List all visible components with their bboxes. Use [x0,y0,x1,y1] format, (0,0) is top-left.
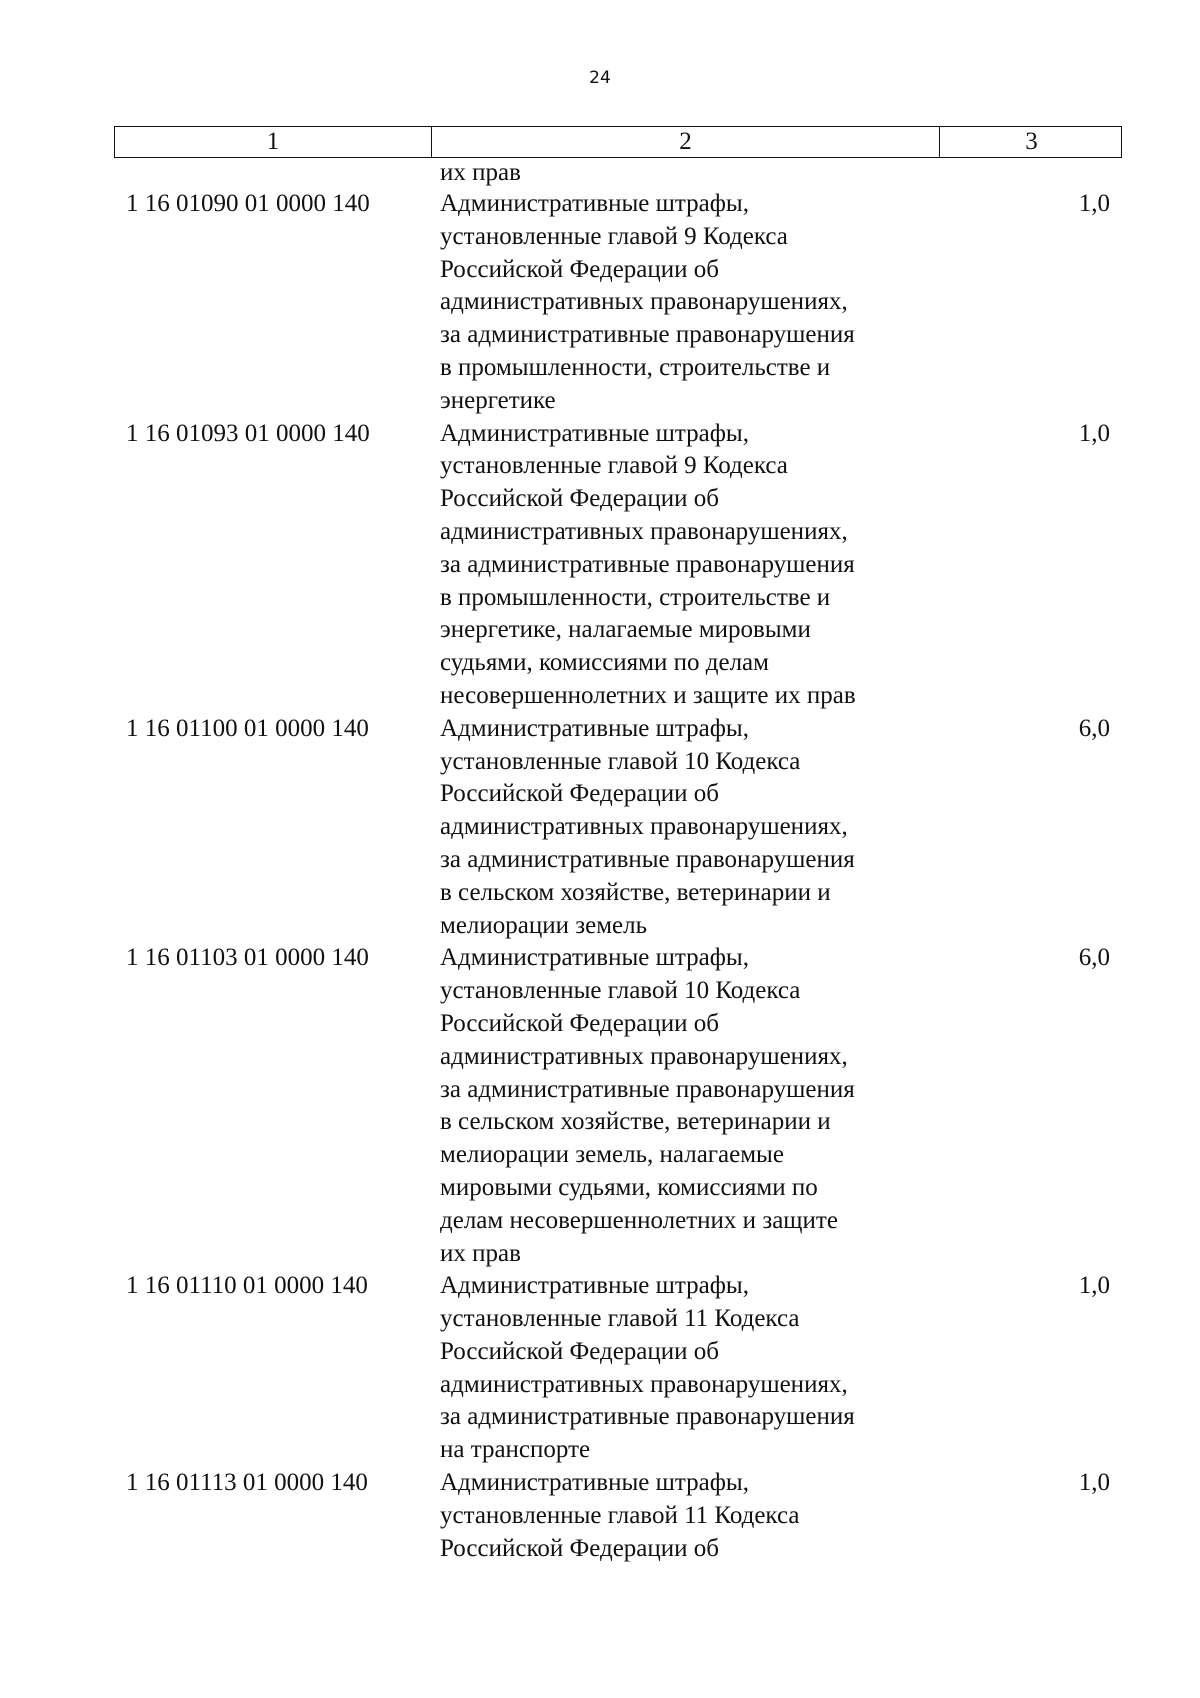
description-line: в промышленности, строительстве и [440,583,831,611]
description-line: Российской Федерации об [440,485,719,513]
description-line: установленные главой 10 Кодекса [440,977,801,1005]
revenue-description [430,1270,938,1467]
table-row [114,1270,1122,1467]
header-column-3: 3 [939,127,1123,157]
description-line: Российской Федерации об [440,1534,719,1562]
description-line: мелиорации земель, налагаемые [440,1141,784,1169]
description-line: их прав [440,1239,521,1267]
description-line: административных правонарушениях, [440,1042,848,1070]
table-row [114,188,1122,418]
description-line: Административные штрафы, [440,1469,749,1497]
table-header-row [114,126,1122,158]
revenue-description [430,418,938,713]
description-line: в сельском хозяйстве, ветеринарии и [440,878,831,906]
budget-table [114,126,1122,1565]
revenue-description [430,1467,938,1565]
description-line: установленные главой 11 Кодекса [440,1501,800,1529]
description-line: мелиорации земель [440,911,648,939]
continuation-text: их прав [440,159,521,186]
table-row [114,1467,1122,1565]
normative-value: 1,0 [1078,1469,1110,1497]
description-line: административных правонарушениях, [440,288,848,316]
table-row [114,942,1122,1270]
table-row [114,713,1122,943]
classification-code: 1 16 01103 01 0000 140 [126,944,369,972]
description-line: за административные правонарушения [440,321,855,349]
description-line: делам несовершеннолетних и защите [440,1206,838,1234]
description-line: Административные штрафы, [440,419,749,447]
description-line: Административные штрафы, [440,190,749,217]
description-line: установленные главой 9 Кодекса [440,452,788,480]
description-line: Российской Федерации об [440,1009,719,1037]
description-line: судьями, комиссиями по делам [440,649,769,677]
description-line: Административные штрафы, [440,714,749,742]
classification-code: 1 16 01100 01 0000 140 [126,714,369,742]
table-row [114,418,1122,713]
description-line: установленные главой 11 Кодекса [440,1305,800,1333]
classification-code: 1 16 01110 01 0000 140 [126,1272,368,1300]
revenue-description [430,713,938,943]
table-body [114,188,1122,1565]
description-line: административных правонарушениях, [440,1370,848,1398]
description-line: за административные правонарушения [440,845,855,873]
normative-value: 1,0 [1078,190,1110,217]
description-line: энергетике [440,386,556,414]
description-line: за административные правонарушения [440,1403,855,1431]
classification-code: 1 16 01090 01 0000 140 [126,190,370,217]
description-line: в промышленности, строительстве и [440,353,831,381]
revenue-description [430,942,938,1270]
description-line: административных правонарушениях, [440,813,848,841]
description-line: в сельском хозяйстве, ветеринарии и [440,1108,831,1136]
revenue-description [430,188,938,418]
description-line: Административные штрафы, [440,944,749,972]
header-column-1: 1 [266,128,280,155]
normative-value: 1,0 [1078,1272,1110,1300]
classification-code: 1 16 01093 01 0000 140 [126,419,370,447]
description-line: Российской Федерации об [440,1337,719,1365]
description-line: за административные правонарушения [440,1075,855,1103]
description-line: на транспорте [440,1436,591,1464]
description-line: за административные правонарушения [440,550,855,578]
description-line: Административные штрафы, [440,1272,749,1300]
classification-code: 1 16 01113 01 0000 140 [126,1469,368,1497]
description-line: энергетике, налагаемые мировыми [440,616,811,644]
page-number: 24 [589,68,611,88]
description-line: Российской Федерации об [440,255,719,283]
description-line: Российской Федерации об [440,780,719,808]
header-column-2: 2 [431,127,939,157]
description-line: мировыми судьями, комиссиями по [440,1173,818,1201]
normative-value: 6,0 [1078,944,1110,972]
description-line: несовершеннолетних и защите их прав [440,681,856,709]
description-line: административных правонарушениях, [440,517,848,545]
normative-value: 1,0 [1078,419,1110,447]
description-line: установленные главой 10 Кодекса [440,747,801,775]
description-line: установленные главой 9 Кодекса [440,222,788,250]
normative-value: 6,0 [1078,714,1110,742]
